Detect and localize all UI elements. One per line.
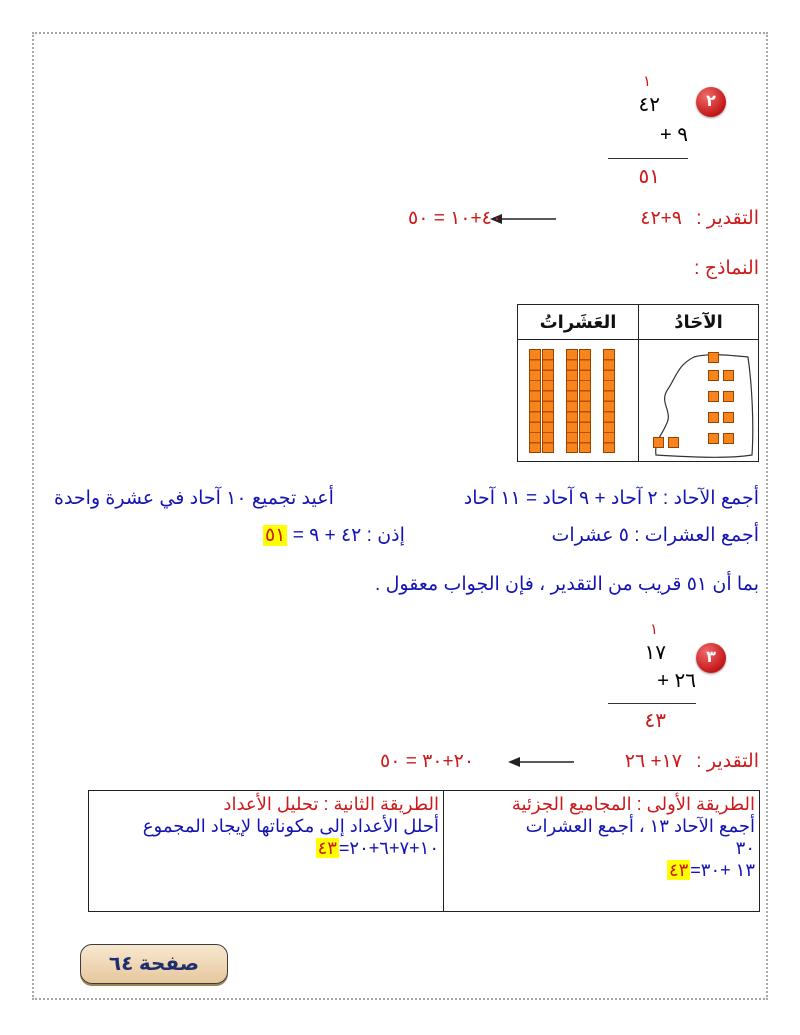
problem-3-estimate-label: التقدير : [696,751,759,772]
method-1-equation: ١٣ +٣٠= [690,860,755,880]
problem-3-estimate-rhs: ٢٠+٣٠ = ٥٠ [380,751,475,772]
methods-table [88,790,760,912]
grouping-loop [648,345,760,463]
method-2-line1: أحلل الأعداد إلى مكوناتها لإيجاد المجموع [142,816,439,836]
tens-column-header: العَشَراتُ [539,312,617,332]
problem-3-bottom-number: ٢٦ + [657,670,696,692]
ones-cube [708,391,719,402]
method-2-equation: ١٠+٧+٦+٢٠= [338,838,439,858]
method-1-line3 [448,859,755,881]
problem-2-models-label: النماذج : [694,258,759,279]
method-1-cell [444,791,759,911]
sentence-add-ones: أجمع الآحاد : ٢ آحاد + ٩ آحاد = ١١ آحاد [463,488,759,509]
problem-2-carry: ١ [643,73,652,90]
ones-cube [723,433,734,444]
ones-cube [723,370,734,381]
problem-2-top-number: ٤٢ [638,94,660,116]
problem-2-answer-highlight: ٥١ [265,525,286,546]
problem-2-estimate-rhs: ٤٠+١٠ = ٥٠ [408,208,503,229]
problem-2-result: ٥١ [638,166,660,188]
sentence-reasonable: بما أن ٥١ قريب من التقدير ، فإن الجواب معقول . [375,574,759,595]
method-1-answer-highlight: ٤٣ [668,860,689,880]
problem-3-number-badge: ٣ [696,643,726,673]
ones-cube [708,370,719,381]
tens-rod [603,349,615,453]
method-2-cell [89,791,443,911]
ones-cube [708,433,719,444]
ones-cube [708,352,719,363]
problem-2-estimate-lhs: ٩+٤٢ [640,208,682,229]
ones-cube [708,412,719,423]
problem-3-carry: ١ [650,621,659,638]
tens-rod [529,349,541,453]
problem-2-bottom-number: ٩ + [660,124,688,146]
page-number-badge: صفحة ٦٤ [80,944,228,984]
tens-rod [542,349,554,453]
problem-2-sum-line [608,158,688,159]
ones-cube [723,391,734,402]
sentence-regroup: أعيد تجميع ١٠ آحاد في عشرة واحدة [54,488,334,509]
tens-rod [579,349,591,453]
sentence-add-tens: أجمع العشرات : ٥ عشرات [551,525,759,546]
method-2-line2 [93,837,439,859]
method-1-line2: ٣٠ [735,838,755,858]
method-1-line1: أجمع الآحاد ١٣ ، أجمع العشرات [525,816,755,836]
tens-rod [566,349,578,453]
problem-3-result: ٤٣ [644,710,666,732]
problem-3-estimate-arrow [508,755,576,769]
problem-2-estimate-label: التقدير : [696,208,759,229]
sentence-conclusion [263,524,405,547]
method-2-answer-highlight: ٤٣ [317,838,337,858]
sentence-conclusion-text: إذن : ٤٢ + ٩ = [292,525,405,546]
method-1-title: الطريقة الأولى : المجاميع الجزئية [511,794,755,814]
problem-3-estimate-lhs: ١٧+ ٢٦ [624,751,682,772]
method-2-title: الطريقة الثانية : تحليل الأعداد [223,794,439,814]
ones-column-header: الآحَادُ [674,312,723,332]
problem-3-top-number: ١٧ [644,642,666,664]
problem-2-number-badge: ٢ [696,87,726,117]
ones-cube [653,437,664,448]
place-value-model-table [517,304,759,462]
ones-cube [668,437,679,448]
ones-cube [723,412,734,423]
problem-3-sum-line [608,703,696,704]
